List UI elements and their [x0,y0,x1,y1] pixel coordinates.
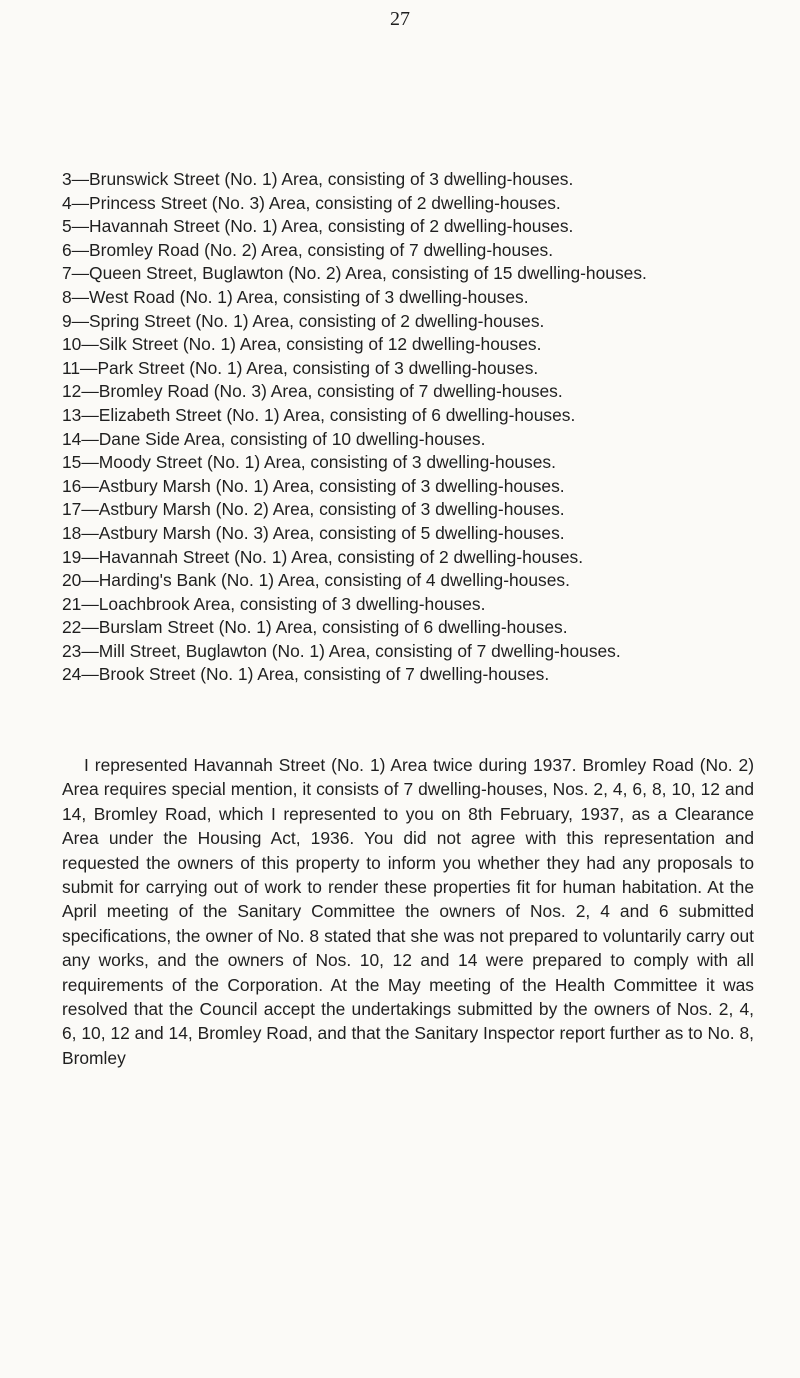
list-item: 18—Astbury Marsh (No. 3) Area, consisting of 5 dwelling-houses. [62,522,565,543]
list-item: 4—Princess Street (No. 3) Area, consisting of 2 dwelling-houses. [62,192,561,213]
list-item: 22—Burslam Street (No. 1) Area, consisting of 6 dwelling-houses. [62,617,568,638]
list-item: 3—Brunswick Street (No. 1) Area, consisting of 3 dwelling-houses. [62,169,574,189]
list-item: 9—Spring Street (No. 1) Area, consisting of 2 dwelling-houses. [62,310,545,331]
list-item: 21—Loachbrook Area, consisting of 3 dwelling-houses. [62,593,486,614]
list-item: 20—Harding's Bank (No. 1) Area, consisting of 4 dwelling-houses. [62,570,570,591]
list-item: 13—Elizabeth Street (No. 1) Area, consisting of 6 dwelling-houses. [62,404,576,425]
list-item: 7—Queen Street, Buglawton (No. 2) Area, consisting of 15 dwelling-houses. [62,263,647,284]
list-item: 8—West Road (No. 1) Area, consisting of 3 dwelling-houses. [62,286,529,307]
list-item: 12—Bromley Road (No. 3) Area, consisting of 7 dwelling-houses. [62,381,563,402]
list-item: 10—Silk Street (No. 1) Area, consisting of 12 dwelling-houses. [62,334,542,355]
list-item: 17—Astbury Marsh (No. 2) Area, consisting of 3 dwelling-houses. [62,499,565,520]
list-item: 6—Bromley Road (No. 2) Area, consisting of 7 dwelling-houses. [62,239,554,260]
list-item: 19—Havannah Street (No. 1) Area, consisting of 2 dwelling-houses. [62,546,584,567]
list-item: 23—Mill Street, Buglawton (No. 1) Area, consisting of 7 dwelling-houses. [62,640,621,661]
body-paragraph: I represented Havannah Street (No. 1) Area twice during 1937. Bromley Road (No. 2) Area requires special mention, it consists of 7 dwelling-houses, Nos. 2, 4, 6, 8, 10, 12 and 14, Bromley Road, which I represented to you on 8th February, 1937, as a Clearance Area under the Housing Act, 1936. You did not agree with this representation and requested the owners of this property to inform you whether they had any proposals to submit for carrying out of work to render these properties fit for human habitation. At the April meeting of the Sanitary Committee the owners of Nos. 2, 4 and 6 submitted specifications, the owner of No. 8 stated that she was not prepared to voluntarily carry out any works, and the owners of Nos. 10, 12 and 14 were prepared to comply with all requirements of the Corporation. At the May meeting of the Health Committee it was resolved that the Council accept the undertakings submitted by the owners of Nos. 2, 4, 6, 10, 12 and 14, Bromley Road, and that the Sanitary Inspector report further as to No. 8, Bromley [62,755,754,1068]
list-item: 11—Park Street (No. 1) Area, consisting of 3 dwelling-houses. [62,357,539,378]
list-item: 24—Brook Street (No. 1) Area, consisting of 7 dwelling-houses. [62,664,550,685]
list-item: 15—Moody Street (No. 1) Area, consisting of 3 dwelling-houses. [62,452,556,473]
list-item: 16—Astbury Marsh (No. 1) Area, consisting of 3 dwelling-houses. [62,475,565,496]
list-item: 14—Dane Side Area, consisting of 10 dwelling-houses. [62,428,486,449]
page-number: 27 [390,8,410,30]
clearance-area-list [62,168,752,687]
list-item: 5—Havannah Street (No. 1) Area, consisting of 2 dwelling-houses. [62,216,574,237]
